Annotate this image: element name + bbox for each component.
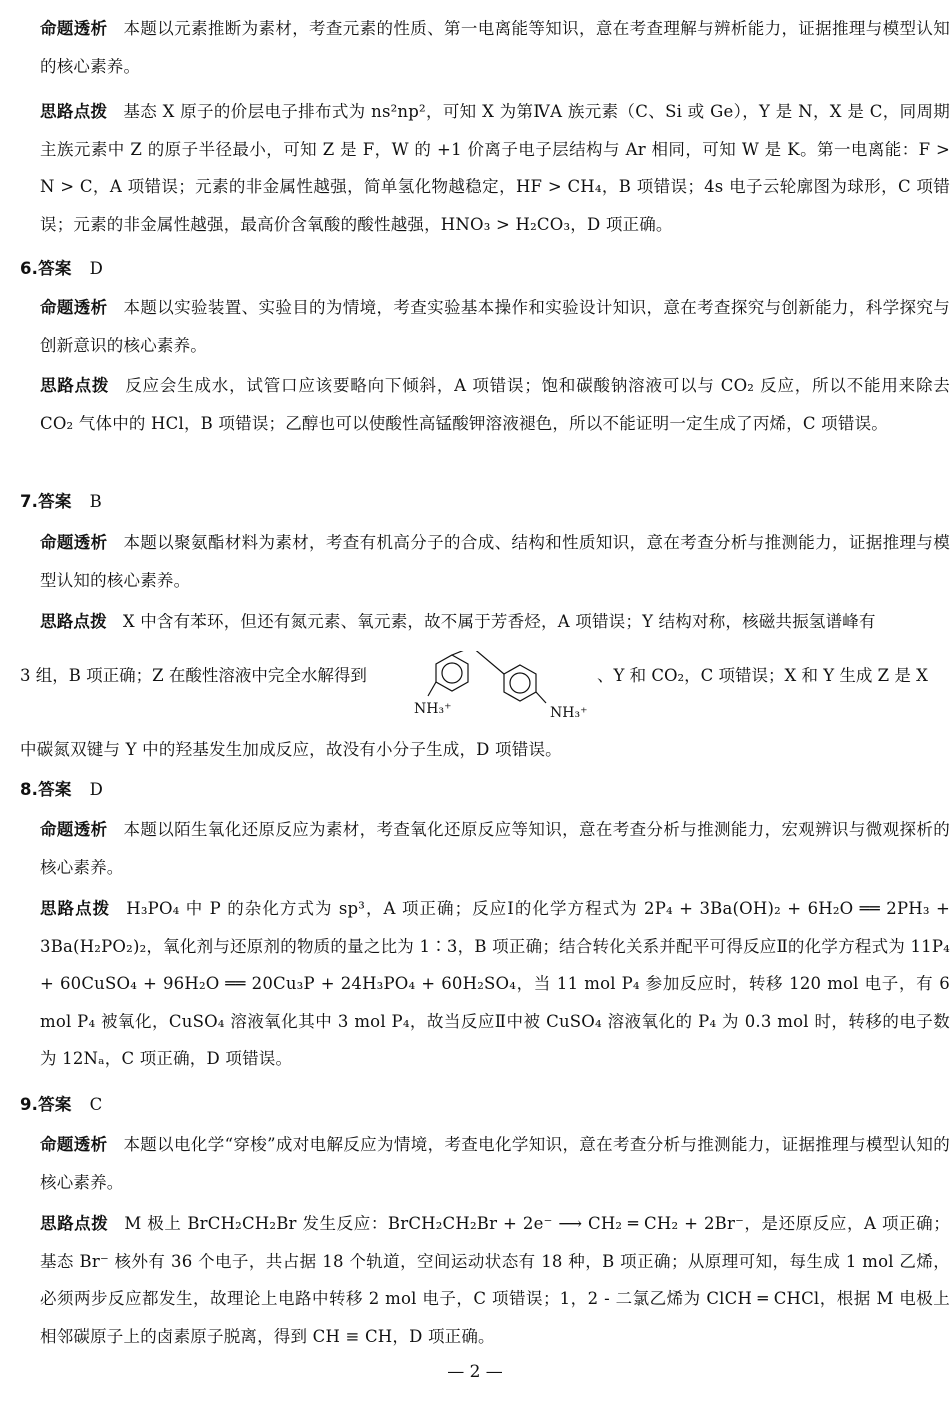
- left-ring-aromatic-circle: [442, 663, 462, 683]
- q7-mtts-label: 命题透析: [40, 533, 108, 552]
- q9-answer-line: [20, 1086, 930, 1124]
- right-c-n-bond: [536, 692, 546, 703]
- q5-sldb-paragraph: [20, 93, 950, 243]
- left-ammonium-label: NH₃⁺: [414, 701, 452, 717]
- left-c-n-bond: [428, 682, 436, 696]
- q5-mtts-text: 本题以元素推断为素材，考查元素的性质、第一电离能等知识，意在考查理解与辨析能力，证据推理与模型认知的核心素养。: [40, 19, 950, 76]
- q8-sldb-text: H₃PO₄ 中 P 的杂化方式为 sp³，A 项正确；反应Ⅰ的化学方程式为 2P₄ + 3Ba(OH)₂ + 6H₂O ══ 2PH₃ + 3Ba(H₂PO₂)₂，氧化剂与还原剂的物质的量之比为 1∶3，B 项正确；结合转化关系并配平可得反应Ⅱ的化学方程式为 11P₄ + 60CuSO₄ + 96H₂O ══ 20Cu₃P + 24H₃PO₄ + 60H₂SO₄，当 11 mol P₄ 参加反应时，转移 120 mol 电子，有 6 mol P₄ 被氧化，CuSO₄ 溶液氧化其中 3 mol P₄，故当反应Ⅱ中被 CuSO₄ 溶液氧化的 P₄ 为 0.3 mol 时，转移的电子数为 12Nₐ，C 项正确，D 项错误。: [40, 899, 950, 1068]
- q7-mtts-paragraph: [20, 524, 950, 599]
- q7-sldb-line3: 中碳氮双键与 Y 中的羟基发生加成反应，故没有小分子生成，D 项错误。: [20, 740, 562, 759]
- q8-mtts-label: 命题透析: [40, 820, 108, 839]
- q7-answer-label: 答案: [38, 492, 72, 511]
- methylene-bridge: [452, 651, 504, 674]
- q7-sldb-line1: [20, 603, 950, 641]
- q6-sldb-text: 反应会生成水，试管口应该要略向下倾斜，A 项错误；饱和碳酸钠溶液可以与 CO₂ 反应，所以不能用来除去 CO₂ 气体中的 HCl，B 项错误；乙醇也可以使酸性高锰酸钾溶液褪色，所以不能证明一定生成了丙烯，C 项错误。: [40, 376, 950, 433]
- q6-answer-line: [20, 250, 930, 288]
- q6-answer-label: 答案: [38, 259, 72, 278]
- right-ring-aromatic-circle: [510, 673, 530, 693]
- q6-answer-value: D: [89, 259, 103, 278]
- q8-mtts-paragraph: [20, 811, 950, 886]
- q9-answer-value: C: [89, 1095, 103, 1114]
- q6-mtts-label: 命题透析: [40, 298, 108, 317]
- q8-answer-value: D: [89, 780, 103, 799]
- right-benzene-ring: [504, 665, 536, 701]
- right-ammonium-label: NH₃⁺: [550, 705, 588, 721]
- q9-sldb-label: 思路点拨: [40, 1214, 109, 1233]
- q8-number: 8.: [20, 780, 39, 799]
- q5-mtts-paragraph: [20, 10, 950, 85]
- q5-sldb-label: 思路点拨: [40, 102, 108, 121]
- diaminodiphenylmethane-structure: [412, 651, 592, 721]
- q9-mtts-text: 本题以电化学“穿梭”成对电解反应为情境，考查电化学知识，意在考查分析与推测能力，证据推理与模型认知的核心素养。: [40, 1135, 950, 1192]
- q9-sldb-paragraph: [20, 1205, 950, 1355]
- q7-mtts-text: 本题以聚氨酯材料为素材，考查有机高分子的合成、结构和性质知识，意在考查分析与推测能力，证据推理与模型认知的核心素养。: [40, 533, 950, 590]
- q7-answer-line: [20, 483, 930, 521]
- q5-sldb-text: 基态 X 原子的价层电子排布式为 ns²np²，可知 X 为第ⅣA 族元素（C、Si 或 Ge），Y 是 N，X 是 C，同周期主族元素中 Z 的原子半径最小，可知 Z 是 F，W 的 +1 价离子电子层结构与 Ar 相同，可知 W 是 K。第一电离能：F > N > C，A 项错误；元素的非金属性越强，简单氢化物越稳定，HF > CH₄，B 项错误；4s 电子云轮廓图为球形，C 项错误；元素的非金属性越强，最高价含氧酸的酸性越强，HNO₃ > H₂CO₃，D 项正确。: [40, 102, 950, 234]
- page-number: — 2 —: [447, 1362, 503, 1382]
- q6-number: 6.: [20, 259, 39, 278]
- q6-sldb-paragraph: [20, 367, 950, 442]
- q6-mtts-text: 本题以实验装置、实验目的为情境，考查实验基本操作和实验设计知识，意在考查探究与创新能力，科学探究与创新意识的核心素养。: [40, 298, 950, 355]
- q9-answer-label: 答案: [38, 1095, 72, 1114]
- q8-sldb-paragraph: [20, 890, 950, 1078]
- q7-sldb-line2-right: 、Y 和 CO₂，C 项错误；X 和 Y 生成 Z 是 X: [597, 666, 928, 685]
- q6-sldb-label: 思路点拨: [40, 376, 110, 395]
- q5-mtts-label: 命题透析: [40, 19, 108, 38]
- q9-mtts-paragraph: [20, 1126, 950, 1201]
- q8-answer-label: 答案: [38, 780, 72, 799]
- q9-sldb-text: M 极上 BrCH₂CH₂Br 发生反应：BrCH₂CH₂Br + 2e⁻ ⟶ CH₂ ═ CH₂ + 2Br⁻，是还原反应，A 项正确；基态 Br⁻ 核外有 36 个电子，共占据 18 个轨道，空间运动状态有 18 种，B 项正确；从原理可知，每生成 1 mol 乙烯，必须两步反应都发生，故理论上电路中转移 2 mol 电子，C 项错误；1，2 - 二氯乙烯为 ClCH ═ CHCl，根据 M 电极上相邻碳原子上的卤素原子脱离，得到 CH ≡ CH，D 项正确。: [40, 1214, 950, 1346]
- q7-sldb-line2-left: 3 组，B 项正确；Z 在酸性溶液中完全水解得到: [20, 666, 367, 685]
- q7-number: 7.: [20, 492, 39, 511]
- q9-number: 9.: [20, 1095, 39, 1114]
- q9-mtts-label: 命题透析: [40, 1135, 108, 1154]
- q6-mtts-paragraph: [20, 289, 950, 364]
- left-benzene-ring: [436, 655, 468, 691]
- q8-sldb-label: 思路点拨: [40, 899, 111, 918]
- q8-answer-line: [20, 771, 930, 809]
- q7-sldb-text-1: X 中含有苯环，但还有氮元素、氧元素，故不属于芳香烃，A 项错误；Y 结构对称，核磁共振氢谱峰有: [122, 612, 876, 631]
- q8-mtts-text: 本题以陌生氧化还原反应为素材，考查氧化还原反应等知识，意在考查分析与推测能力，宏观辨识与微观探析的核心素养。: [40, 820, 950, 877]
- q7-sldb-label: 思路点拨: [40, 612, 107, 631]
- q7-answer-value: B: [89, 492, 102, 511]
